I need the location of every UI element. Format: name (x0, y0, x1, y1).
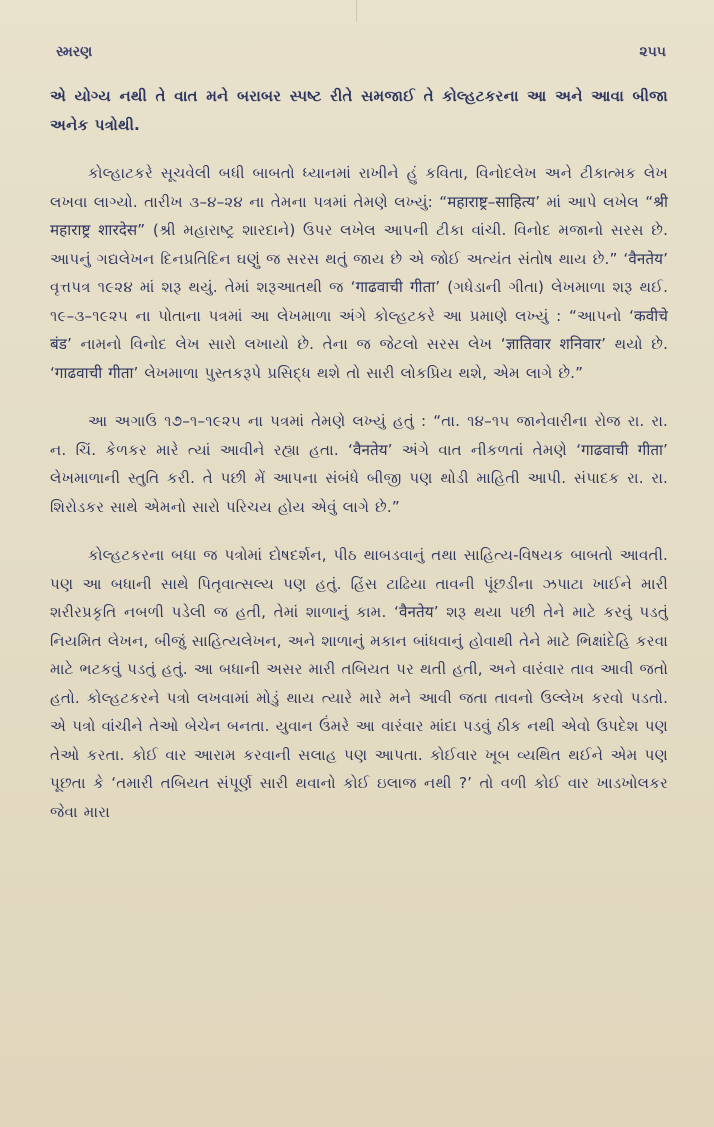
paragraph-continuation: એ યોગ્ય નથી તે વાત મને બરાબર સ્પષ્ટ રીતે સમજાઈ તે કોલ્હટકરના આ અને આવા બીજા અનેક પત્રોથી. (50, 87, 668, 134)
page-fold-mark (356, 0, 357, 22)
paragraph: કોલ્હાટકરે સૂચવેલી બધી બાબતો ધ્યાનમાં રાખીને હું કવિતા, વિનોદલેખ અને ટીકાત્મક લેખ લખવા લાગ્યો. તારીખ ૩–૪–૨૪ ના તેમના પત્રમાં તેમણે લખ્યું: “महाराष्ट्र–साहित्य’ માં આપે લખેલ “श्री महाराष्ट्र शारदेस” (શ્રી મહારાષ્ટ્ર શારદાને) ઉપર લખેલ આપની ટીકા વાંચી. વિનોદ મજાનો સરસ છે. આપનું ગદ્યલેખન દિનપ્રતિદિન ઘણું જ સરસ થતું જાય છે એ જોઈ અત્યંત સંતોષ થાય છે.” ‘वैनतेय’ વૃત્તપત્ર ૧૯૨૪ માં શરૂ થયું. તેમાં શરૂઆતથી જ ‘गाढवाची गीता’ (ગધેડાની ગીતા) લેખમાળા શરૂ થઈ. ૧૯–૩–૧૯૨૫ ના પોતાના પત્રમાં આ લેખમાળા અંગે કોલ્હટકરે આ પ્રમાણે લખ્યું : “આપનો ‘कवीचे बंड’ નામનો વિનોદ લેખ સારો લખાયો છે. તેના જ જેટલો સરસ લેખ ‘ज्ञातिवार शनिवार’ થયો છે. ‘गाढवाची गीता’ લેખમાળા પુસ્તકરૂપે પ્રસિદ્ધ થશે તો સારી લોકપ્રિય થશે, એમ લાગે છે.” (50, 164, 668, 382)
running-head (50, 44, 668, 78)
page-number: ૨૫૫ (639, 44, 666, 60)
paragraph: કોલ્હટકરના બધા જ પત્રોમાં દોષદર્શન, પીઠ થાબડવાનું તથા સાહિત્ય-વિષયક બાબતો આવતી. પણ આ બધાની સાથે પિતૃવાત્સલ્ય પણ હતું. હિંસ ટાઢિયા તાવની પૂંછડીના ઝપાટા ખાઈને મારી શરીરપ્રકૃતિ નબળી પડેલી જ હતી, તેમાં શાળાનું કામ. ‘वैनतेय’ શરૂ થયા પછી તેને માટે કરવું પડતું નિયમિત લેખન, બીજું સાહિત્યલેખન, અને શાળાનું મકાન બાંધવાનું હોવાથી તેને માટે ભિક્ષાંદેહિ કરવા માટે ભટકવું પડતું હતું. આ બધાની અસર મારી તબિયત પર થતી હતી, અને વારંવાર તાવ આવી જતો હતો. કોલ્હટકરને પત્રો લખવામાં મોડું થાય ત્યારે મારે મને આવી જતા તાવનો ઉલ્લેખ કરવો પડતો. એ પત્રો વાંચીને તેઓ બેચેન બનતા. યુવાન ઉંમરે આ વારંવાર માંદા પડવું ઠીક નથી એવો ઉપદેશ પણ તેઓ કરતા. કોઈ વાર આરામ કરવાની સલાહ પણ આપતા. કોઈવાર ખૂબ વ્યથિત થઈને એમ પણ પૂછતા કે ‘તમારી તબિયત સંપૂર્ણ સારી થવાનો કોઈ ઇલાજ નથી ?’ તો વળી કોઈ વાર ખાડખોલકર જેવા મારા (50, 546, 668, 821)
body-text (50, 82, 668, 826)
paragraph: આ અગાઉ ૧૭–૧–૧૯૨૫ ના પત્રમાં તેમણે લખ્યું હતું : “તા. ૧૪–૧૫ જાનેવારીના રોજ રા. રા. ન. ચિં. કેળકર મારે ત્યાં આવીને રહ્યા હતા. ‘वैनतेय’ અંગે વાત નીકળતાં તેમણે ‘गाढवाची गीता’ લેખમાળાની સ્તુતિ કરી. તે પછી મેં આપના સંબંધે બીજી પણ થોડી માહિતી આપી. સંપાદક રા. રા. શિરોડકર સાથે એમનો સારો પરિચય હોય એવું લાગે છે.” (50, 412, 668, 516)
running-head-title: સ્મરણ (56, 44, 93, 60)
